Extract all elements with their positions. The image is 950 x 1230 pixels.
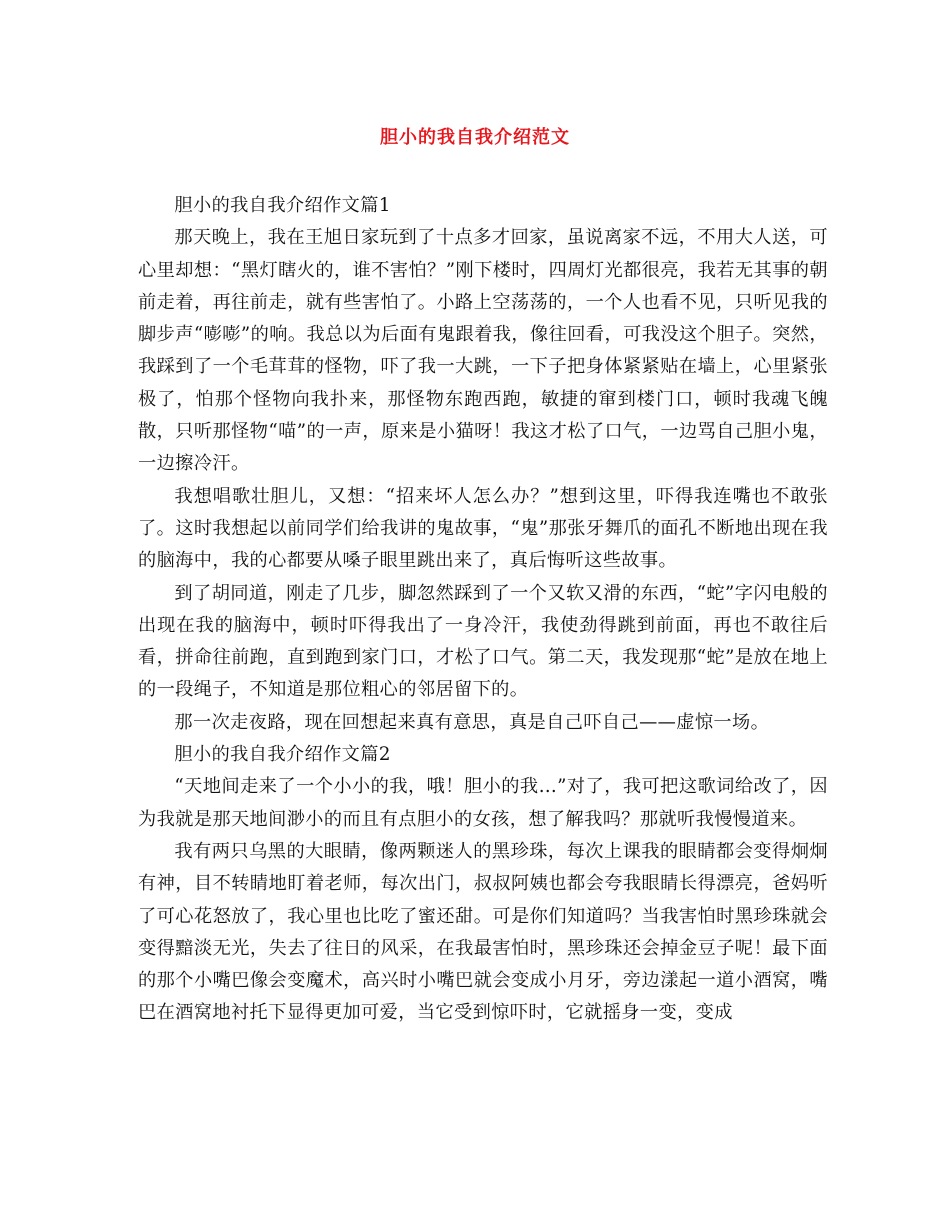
section-heading-1: 胆小的我自我介绍作文篇1 [174,195,391,216]
paragraph: “天地间走来了一个小小的我，哦！胆小的我…”对了，我可把这歌词给改了，因为我就是那天地间渺小的而且有点胆小的女孩，想了解我吗？那就听我慢慢道来。 [138,776,828,830]
paragraph: 那天晚上，我在王旭日家玩到了十点多才回家，虽说离家不远，不用大人送，可心里却想：“黑灯瞎火的，谁不害怕？”刚下楼时，四周灯光都很亮，我若无其事的朝前走着，再往前走，就有些害怕了。小路上空荡荡的，一个人也看不见，只听见我的脚步声“嘭嘭”的响。我总以为后面有鬼跟着我，像往回看，可我没这个胆子。突然，我踩到了一个毛茸茸的怪物，吓了我一大跳，一下子把身体紧紧贴在墙上，心里紧张极了，怕那个怪物向我扑来，那怪物东跑西跑，敏捷的窜到楼门口，顿时我魂飞魄散，只听那怪物“喵”的一声，原来是小猫呀！我这才松了口气，一边骂自己胆小鬼，一边擦冷汗。 [138,227,828,475]
paragraph: 那一次走夜路，现在回想起来真有意思，真是自己吓自己——虚惊一场。 [174,711,770,733]
paragraph: 我有两只乌黑的大眼睛，像两颗迷人的黑珍珠，每次上课我的眼睛都会变得炯炯有神，目不转睛地盯着老师，每次出门，叔叔阿姨也都会夸我眼睛长得漂亮，爸妈听了可心花怒放了，我心里也比吃了蜜还甜。可是你们知道吗？当我害怕时黑珍珠就会变得黯淡无光，失去了往日的风采，在我最害怕时，黑珍珠还会掉金豆子呢！最下面的那个小嘴巴像会变魔术，高兴时小嘴巴就会变成小月牙，旁边漾起一道小酒窝，嘴巴在酒窝地衬托下显得更加可爱，当它受到惊吓时，它就摇身一变，变成 [138,840,828,1024]
document-body [138,190,828,1030]
document-title: 胆小的我自我介绍范文 [380,127,570,148]
section-heading-2: 胆小的我自我介绍作文篇2 [174,744,391,766]
paragraph: 到了胡同道，刚走了几步，脚忽然踩到了一个又软又滑的东西，“蛇”字闪电般的出现在我的脑海中，顿时吓得我出了一身冷汗，我使劲得跳到前面，再也不敢往后看，拼命往前跑，直到跑到家门口，才松了口气。第二天，我发现那“蛇”是放在地上的一段绳子，不知道是那位粗心的邻居留下的。 [138,582,828,701]
paragraph: 我想唱歌壮胆儿，又想：“招来坏人怎么办？”想到这里，吓得我连嘴也不敢张了。这时我想起以前同学们给我讲的鬼故事，“鬼”那张牙舞爪的面孔不断地出现在我的脑海中，我的心都要从嗓子眼里跳出来了，真后悔听这些故事。 [138,485,828,572]
